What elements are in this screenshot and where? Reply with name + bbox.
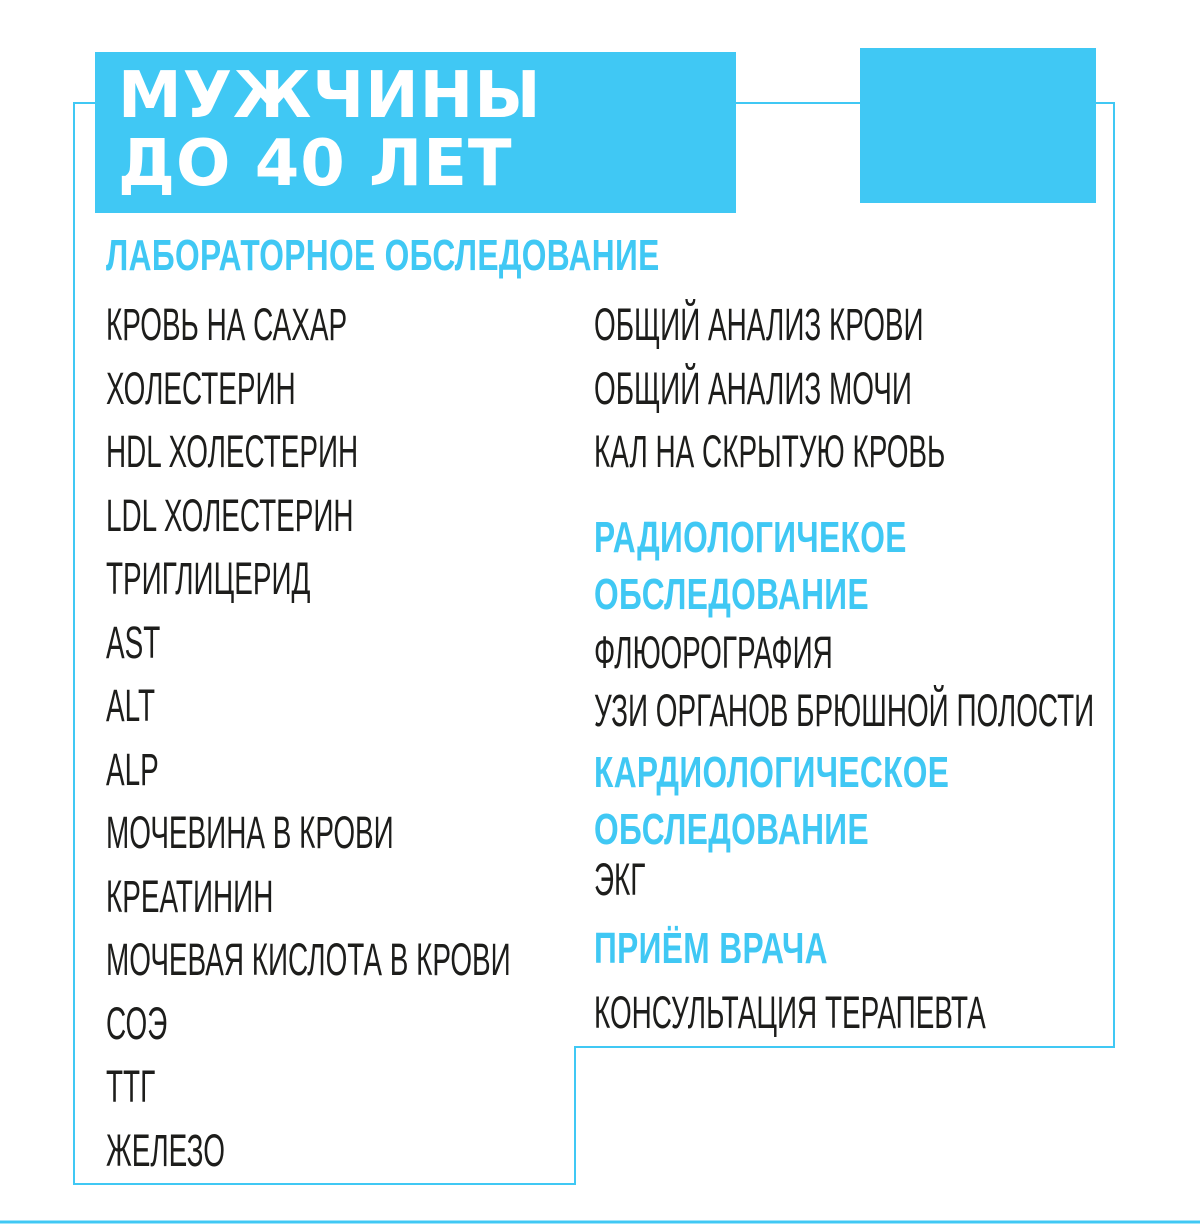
radiology-item: УЗИ ОРГАНОВ БРЮШНОЙ ПОЛОСТИ [594,685,1095,736]
lab-heading: ЛАБОРАТОРНОЕ ОБСЛЕДОВАНИЕ [106,231,660,280]
cardiology-item: ЭКГ [594,854,646,905]
lab-item: МОЧЕВИНА В КРОВИ [106,807,394,858]
lab-item: КРЕАТИНИН [106,871,274,922]
cardiology-heading-line2: ОБСЛЕДОВАНИЕ [594,805,869,854]
lab-item: КРОВЬ НА САХАР [106,299,348,350]
lab-item: LDL ХОЛЕСТЕРИН [106,490,354,541]
radiology-item: ФЛЮОРОГРАФИЯ [594,627,833,678]
lab-item: AST [106,617,161,668]
lab-item: КАЛ НА СКРЫТУЮ КРОВЬ [594,426,946,477]
doctor-heading: ПРИЁМ ВРАЧА [594,924,828,973]
page-title-line1: МУЖЧИНЫ [118,59,542,133]
lab-item: HDL ХОЛЕСТЕРИН [106,426,359,477]
lab-item: ЖЕЛЕЗО [106,1125,225,1176]
page-title-line2: ДО 40 ЛЕТ [118,127,513,201]
lab-item: ТРИГЛИЦЕРИД [106,553,311,604]
lab-item: ТТГ [106,1061,156,1112]
lab-item: ALT [106,680,156,731]
accent-block [860,48,1096,203]
lab-item: ОБЩИЙ АНАЛИЗ МОЧИ [594,363,912,414]
lab-item: МОЧЕВАЯ КИСЛОТА В КРОВИ [106,934,511,985]
cardiology-heading-line1: КАРДИОЛОГИЧЕСКОЕ [594,748,950,797]
radiology-heading-line1: РАДИОЛОГИЧЕКОЕ [594,513,907,562]
lab-item: СОЭ [106,998,168,1049]
radiology-heading-line2: ОБСЛЕДОВАНИЕ [594,570,869,619]
lab-item: ХОЛЕСТЕРИН [106,363,296,414]
lab-item: ОБЩИЙ АНАЛИЗ КРОВИ [594,299,924,350]
doctor-item: КОНСУЛЬТАЦИЯ ТЕРАПЕВТА [594,987,986,1038]
lab-item: ALP [106,744,159,795]
